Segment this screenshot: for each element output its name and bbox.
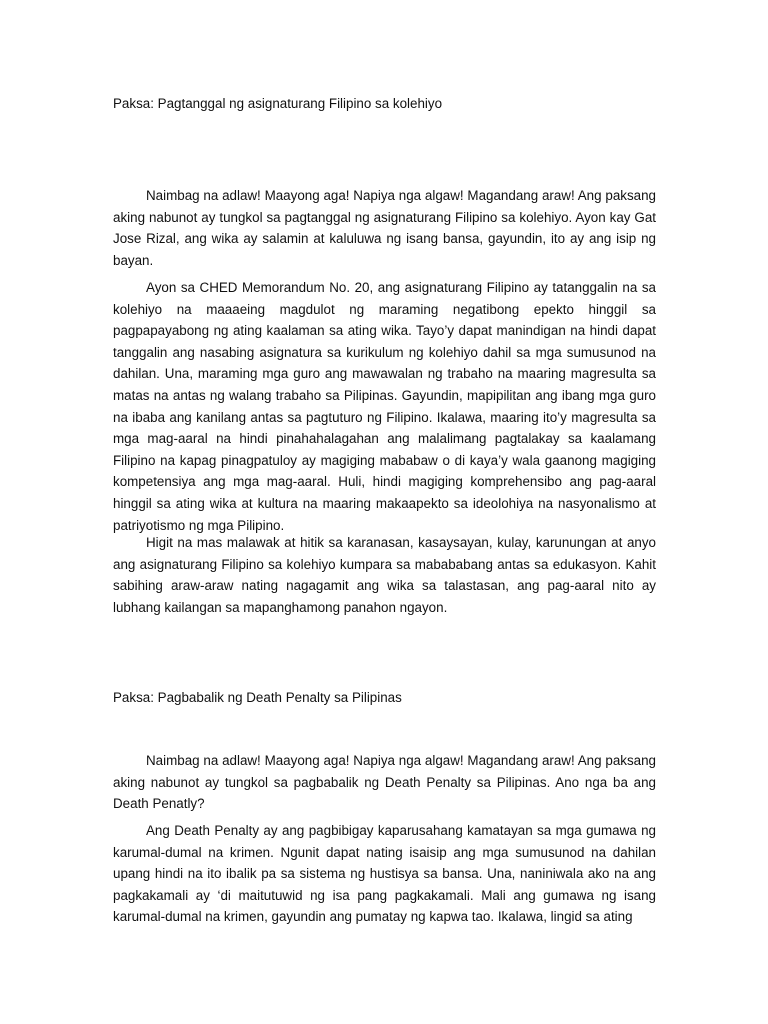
section-heading-1: Paksa: Pagtanggal ng asignaturang Filipino sa kolehiyo: [113, 96, 443, 111]
paragraph-1-1: Naimbag na adlaw! Maayong aga! Napiya nga algaw! Magandang araw! Ang paksang aking nabunot ay tungkol sa pagtanggal ng asignaturang Filipino sa kolehiyo. Ayon kay Gat Jose Rizal, ang wika ay salamin at kaluluwa ng isang bansa, gayundin, ito ay ang isip ng bayan.: [113, 188, 656, 268]
paragraph-1-3: Higit na mas malawak at hitik sa karanasan, kasaysayan, kulay, karunungan at anyo ang asignaturang Filipino sa kolehiyo kumpara sa mabababang antas sa edukasyon. Kahit sabihing araw-araw nating nagagamit ang wika sa talastasan, ang pag-aaral nito ay lubhang kailangan sa mapanghamong panahon ngayon.: [113, 535, 656, 615]
paragraph-1-2: Ayon sa CHED Memorandum No. 20, ang asignaturang Filipino ay tatanggalin na sa kolehiyo na maaaeing magdulot ng maraming negatibong epekto hinggil sa pagpapayabong ng ating kaalaman sa ating wika. Tayo’y dapat manindigan na hindi dapat tanggalin ang nasabing asignatura sa kurikulum ng kolehiyo dahil sa mga sumusunod na dahilan. Una, maraming mga guro ang mawawalan ng trabaho na maaring magresulta sa matas na antas ng walang trabaho sa Pilipinas. Gayundin, mapipilitan ang ibang mga guro na ibaba ang kanilang antas sa pagtuturo ng Filipino. Ikalawa, maaring ito’y magresulta sa mga mag-aaral na hindi pinahahalagahan ang malalimang pagtalakay sa kaalamang Filipino na kapag pinagpatuloy ay magiging mababaw o di kaya’y wala gaanong magiging kompetensiya ang mga mag-aaral. Huli, hindi magiging komprehensibo ang pag-aaral hinggil sa ating wika at kultura na maaring makaapekto sa ideolohiya na nasyonalismo at patriyotismo ng mga Pilipino.: [113, 280, 656, 533]
paragraph-2-2: Ang Death Penalty ay ang pagbibigay kaparusahang kamatayan sa mga gumawa ng karumal-dumal na krimen. Ngunit dapat nating isaisip ang mga sumusunod na dahilan upang hindi na ito ibalik pa sa sistema ng hustisya sa bansa. Una, naniniwala ako na ang pagkakamali ay ‘di maitutuwid ng isa pang pagkakamali. Mali ang gumawa ng isang karumal-dumal na krimen, gayundin ang pumatay ng kapwa tao. Ikalawa, lingid sa ating: [113, 823, 656, 925]
section-heading-2: Paksa: Pagbabalik ng Death Penalty sa Pilipinas: [113, 690, 402, 705]
paragraph-2-1: Naimbag na adlaw! Maayong aga! Napiya nga algaw! Magandang araw! Ang paksang aking nabunot ay tungkol sa pagbabalik ng Death Penalty sa Pilipinas. Ano nga ba ang Death Penatly?: [113, 753, 656, 812]
